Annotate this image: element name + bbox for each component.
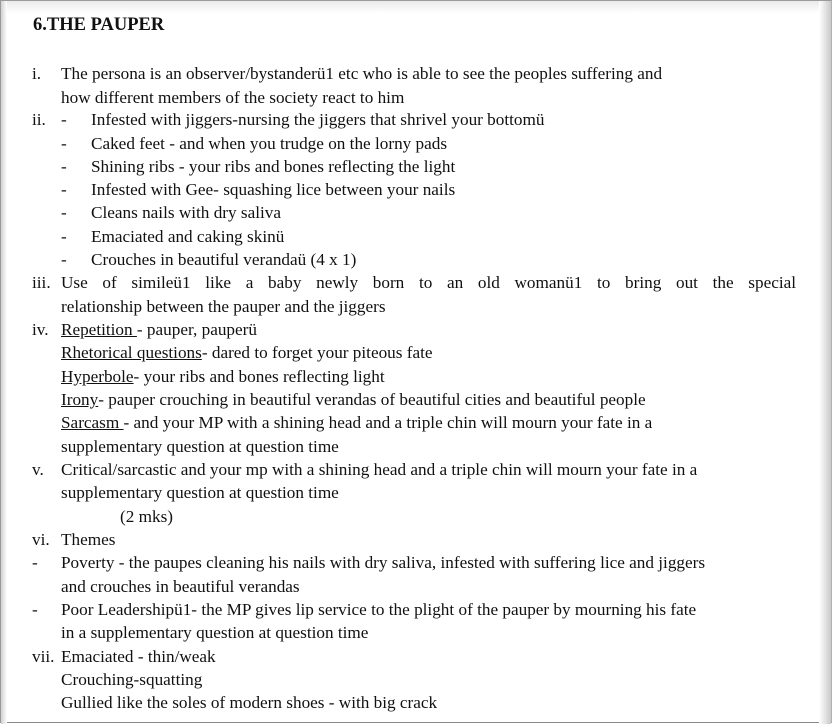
hyperbole-text: - your ribs and bones reflecting light — [133, 367, 385, 386]
bullet-dash: - — [32, 553, 38, 572]
item-number-vii: vii. — [32, 647, 55, 666]
item-iii-line-1: Use of simileü1 like a baby newly born to an old womanü1 to bring out the special — [61, 273, 796, 292]
item-ii-point-4: Infested with Gee- squashing lice between your nails — [91, 180, 456, 199]
page-shadow-left — [1, 1, 7, 724]
bullet-dash: - — [61, 134, 67, 153]
rhetorical-text: - dared to forget your piteous fate — [201, 343, 433, 362]
bullet-dash: - — [61, 250, 67, 269]
vocab-gullied: Gullied like the soles of modern shoes - with big crack — [61, 693, 438, 712]
bullet-dash: - — [61, 203, 67, 222]
themes-heading: Themes — [61, 530, 116, 549]
rhetorical-term: Rhetorical questions — [61, 343, 202, 362]
bullet-dash: - — [61, 180, 67, 199]
theme-poverty-line-2: and crouches in beautiful verandas — [61, 577, 300, 596]
document-title: 6.THE PAUPER — [33, 15, 165, 35]
page-shadow-right — [819, 1, 831, 724]
item-v-marks: (2 mks) — [120, 507, 173, 526]
item-iv-sarcasm — [61, 413, 652, 433]
item-i-line-2: how different members of the society react to him — [61, 88, 405, 107]
irony-text: - pauper crouching in beautiful verandas of beautiful cities and beautiful people — [98, 390, 646, 409]
theme-leadership-line-2: in a supplementary question at question time — [61, 623, 369, 642]
item-number-ii: ii. — [32, 110, 46, 129]
repetition-text: - pauper, pauperü — [136, 320, 257, 339]
vocab-crouching: Crouching-squatting — [61, 670, 203, 689]
item-number-i: i. — [32, 64, 42, 83]
item-number-v: v. — [32, 460, 44, 479]
item-ii-point-5: Cleans nails with dry saliva — [91, 203, 281, 222]
item-ii-point-6: Emaciated and caking skinü — [91, 227, 285, 246]
sarcasm-text: - and your MP with a shining head and a triple chin will mourn your fate in a — [123, 413, 653, 432]
item-ii-point-7: Crouches in beautiful verandaü (4 x 1) — [91, 250, 357, 269]
irony-term: Irony — [61, 390, 99, 409]
theme-poverty-line-1: Poverty - the paupes cleaning his nails with dry saliva, infested with suffering lice and jiggers — [61, 553, 706, 572]
bullet-dash: - — [61, 157, 67, 176]
item-number-vi: vi. — [32, 530, 50, 549]
bullet-dash: - — [61, 227, 67, 246]
theme-leadership-line-1: Poor Leadershipü1- the MP gives lip service to the plight of the pauper by mourning his fate — [61, 600, 697, 619]
item-iii-line-2: relationship between the pauper and the jiggers — [61, 297, 386, 316]
bullet-dash: - — [32, 600, 38, 619]
item-i-line-1: The persona is an observer/bystanderü1 etc who is able to see the peoples suffering and — [61, 64, 663, 83]
item-iv-irony — [61, 390, 646, 410]
item-number-iii: iii. — [32, 273, 51, 292]
vocab-emaciated: Emaciated - thin/weak — [61, 647, 216, 666]
sarcasm-term: Sarcasm — [61, 413, 124, 432]
item-v-line-2: supplementary question at question time — [61, 483, 339, 502]
item-ii-point-2: Caked feet - and when you trudge on the lorny pads — [91, 134, 448, 153]
item-iv-repetition — [61, 320, 257, 340]
item-v-line-1: Critical/sarcastic and your mp with a shining head and a triple chin will mourn your fate in a — [61, 460, 698, 479]
item-iv-hyperbole — [61, 367, 385, 387]
item-number-iv: iv. — [32, 320, 49, 339]
bullet-dash: - — [61, 110, 67, 129]
hyperbole-term: Hyperbole — [61, 367, 134, 386]
item-iv-sarcasm-line-2: supplementary question at question time — [61, 437, 339, 456]
item-iv-rhetorical — [61, 343, 433, 363]
repetition-term: Repetition — [61, 320, 137, 339]
item-ii-point-1: Infested with jiggers-nursing the jiggers that shrivel your bottomü — [91, 110, 545, 129]
item-ii-point-3: Shining ribs - your ribs and bones reflecting the light — [91, 157, 456, 176]
